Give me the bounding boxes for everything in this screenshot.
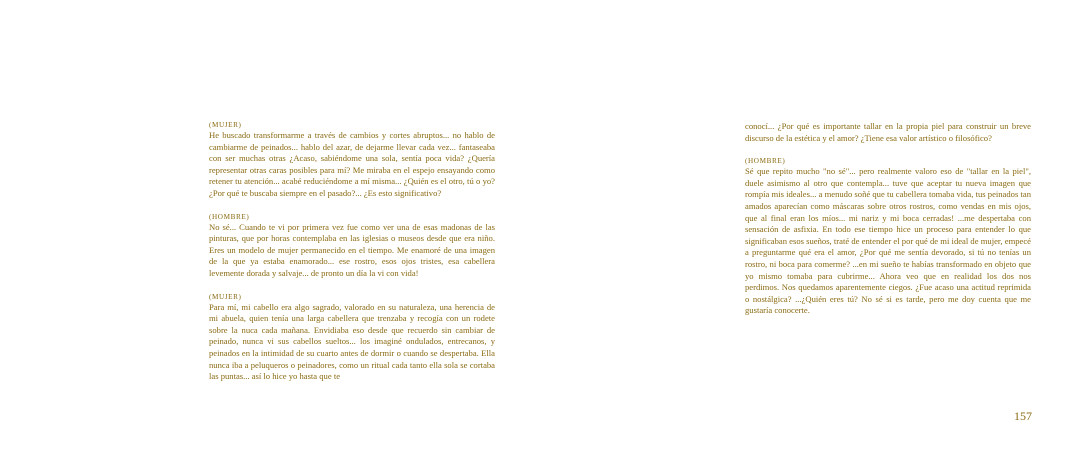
page-number: 157 (1014, 409, 1032, 423)
dialogue-paragraph: Para mí, mi cabello era algo sagrado, valorado en su naturaleza, una herencia de mi abuela, quien tenía una larga cabellera que trenzaba y recogía con un rodete sobre la nuca cada mañana. Envidiaba eso desde que recuerdo sin cambiar de peinado, nunca vi sus cabellos sueltos... los imaginé ondulados, entrecanos, y peinados en la intimidad de su cuarto antes de dormir o cuando se despertaba. Ella nunca iba a peluqueros o peinadores, como un ritual cada tanto ella sola se cortaba las puntas... así lo hice yo hasta que te (209, 301, 495, 382)
dialogue-block (209, 120, 495, 200)
dialogue-paragraph: No sé... Cuando te vi por primera vez fue como ver una de esas madonas de las pinturas, que por horas contemplaba en las iglesias o museos desde que era niño. Eres un modelo de mujer permanecido en el tiempo. Me enamoré de una imagen de la que ya estaba enamorado... ese rostro, esos ojos tristes, esa cabellera levemente dorada y salvaje... de pronto un día la vi con vida! (209, 221, 495, 278)
dialogue-block (745, 156, 1031, 317)
speaker-label: (HOMBRE) (745, 157, 786, 166)
speaker-label: (MUJER) (209, 292, 242, 301)
dialogue-paragraph: Sé que repito mucho "no sé"... pero realmente valoro eso de "tallar en la piel", duele asimismo al otro que contempla... tuve que aceptar tu nueva imagen que rompía mis ideales... a menudo soñé que tu cabellera tomaba vida, tus peinados tan amados aparecían como máscaras sobre otros rostros, como vendas en mis ojos, que al final eran los míos... mi nariz y mi boca cerradas! ...me despertaba con sensación de asfixia. En todo ese tiempo hice un proceso para entender lo que significaban esos sueños, traté de entender el por qué de mi ideal de mujer, empecé a preguntarme qué era el amor, ¿Por qué me sentía devorado, si tú no tenías un rostro, ni boca para comerme? ...en mi sueño te habías transformado en objeto que yo mismo tomaba para cubrirme... Ahora veo que en realidad los dos nos perdimos. Nos quedamos aparentemente ciegos. ¿Fue acaso una actitud reprimida o nostálgica? ...¿Quién eres tú? No sé si es tarde, pero me doy cuenta que me gustaría conocerte. (745, 166, 1031, 316)
left-page-text (209, 120, 495, 395)
dialogue-block (209, 212, 495, 280)
dialogue-paragraph: He buscado transformarme a través de cambios y cortes abruptos... no hablo de cambiarme de peinados... hablo del azar, de dejarme llevar cada vez... fantaseaba con ser muchas otras ¿Acaso, sabiéndome una sola, sentía poca vida? ¿Quería representar otras caras posibles para mí? Me miraba en el espejo ensayando como retener tu atención... acabé reduciéndome a mí misma... ¿Quién es el otro, tú o yo? ¿Por qué te buscaba siempre en el pasado?... ¿Es esto significativo? (209, 130, 495, 198)
dialogue-block (209, 292, 495, 383)
speaker-label: (MUJER) (209, 121, 242, 129)
continued-paragraph: conocí... ¿Por qué es importante tallar en la propia piel para construir un breve discurso de la estética y el amor? ¿Tiene esa valor artístico o filosófico? (745, 121, 1031, 143)
speaker-label: (HOMBRE) (209, 212, 250, 221)
right-page-text (745, 121, 1031, 329)
